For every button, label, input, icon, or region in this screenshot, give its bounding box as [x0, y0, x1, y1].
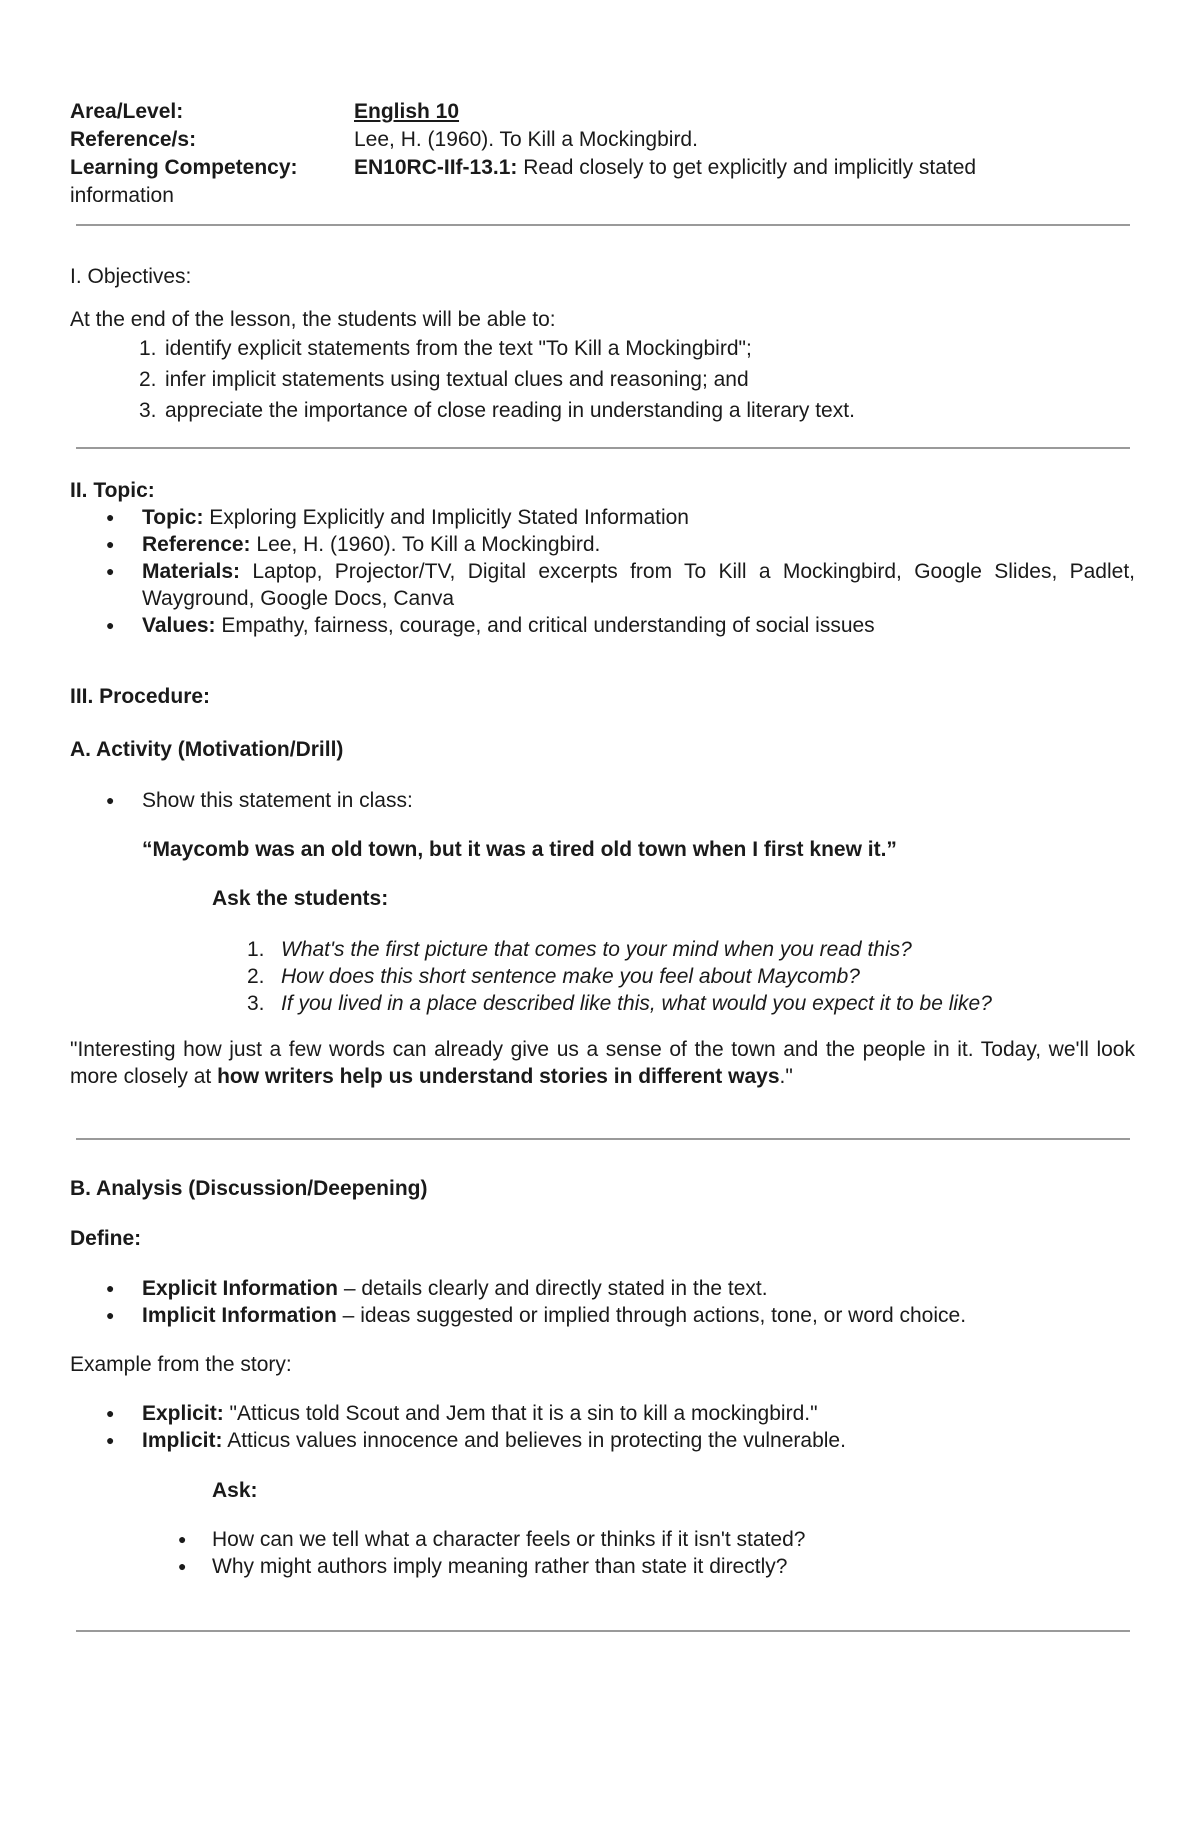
area-level-row [70, 98, 1130, 126]
reference-row [70, 126, 1130, 154]
area-level-value: English 10 [354, 100, 460, 123]
topic-item: ● Topic: Exploring Explicitly and Implicitly Stated Information [70, 504, 1135, 531]
competency-row [70, 154, 1130, 182]
competency-text: Read closely to get explicitly and implicitly stated [523, 156, 977, 179]
activity-heading: A. Activity (Motivation/Drill) [70, 738, 344, 761]
procedure-heading: III. Procedure: [70, 685, 211, 708]
analysis-section [70, 1175, 1135, 1580]
reference-label: Reference/s: [70, 128, 197, 151]
objectives-section [70, 263, 1135, 426]
example-intro: Example from the story: [70, 1353, 292, 1376]
question-item: 3. If you lived in a place described like this, what would you expect it to be like? [247, 992, 992, 1015]
divider [76, 447, 1130, 449]
divider [76, 1138, 1130, 1140]
closing-remark: "Interesting how just a few words can already give us a sense of the town and the people in it. Today, we'll look more closely at how writers help us understand stories in different ways." [70, 1038, 1135, 1088]
objectives-heading: I. Objectives: [70, 265, 192, 288]
divider [76, 224, 1130, 226]
objective-item: 3. appreciate the importance of close reading in understanding a literary text. [139, 399, 855, 422]
reference-item: ● Reference: Lee, H. (1960). To Kill a Mockingbird. [70, 531, 1135, 558]
example-item: ● Implicit: Atticus values innocence and believes in protecting the vulnerable. [70, 1427, 1135, 1454]
objective-item: 2. infer implicit statements using textual clues and reasoning; and [139, 368, 749, 391]
ask-item: ● Why might authors imply meaning rather than state it directly? [70, 1553, 1135, 1580]
definitions-list [70, 1275, 1135, 1329]
maycomb-quote: “Maycomb was an old town, but it was a tired old town when I first knew it.” [142, 838, 897, 861]
activity-questions [247, 936, 1135, 1017]
competency-value [354, 154, 976, 182]
ask-heading: Ask: [212, 1479, 258, 1502]
examples-list [70, 1400, 1135, 1454]
define-heading: Define: [70, 1227, 142, 1250]
topic-heading: II. Topic: [70, 479, 155, 502]
area-level-label: Area/Level: [70, 100, 184, 123]
lesson-header [70, 98, 1130, 210]
competency-label: Learning Competency: [70, 156, 298, 179]
objectives-list [139, 333, 1135, 426]
activity-bullet: ● Show this statement in class: [70, 787, 1135, 814]
objective-item: 1. identify explicit statements from the text "To Kill a Mockingbird"; [139, 337, 752, 360]
reference-value: Lee, H. (1960). To Kill a Mockingbird. [354, 128, 698, 151]
competency-code: EN10RC-IIf-13.1: [354, 156, 518, 179]
topic-section [70, 477, 1135, 639]
topic-list [70, 504, 1135, 639]
competency-text-cont: information [70, 184, 174, 207]
ask-item: ● How can we tell what a character feels or thinks if it isn't stated? [70, 1526, 1135, 1553]
ask-list [70, 1526, 1135, 1580]
ask-students-heading: Ask the students: [212, 887, 389, 910]
values-item: ● Values: Empathy, fairness, courage, and critical understanding of social issues [70, 612, 1135, 639]
question-item: 1. What's the first picture that comes to your mind when you read this? [247, 938, 912, 961]
procedure-section [70, 683, 1135, 1090]
question-item: 2. How does this short sentence make you feel about Maycomb? [247, 965, 860, 988]
example-item: ● Explicit: "Atticus told Scout and Jem that it is a sin to kill a mockingbird." [70, 1400, 1135, 1427]
materials-item: ● Materials: Laptop, Projector/TV, Digital excerpts from To Kill a Mockingbird, Google Slides, Padlet, Wayground, Google Docs, Canva [70, 558, 1135, 612]
objectives-intro: At the end of the lesson, the students will be able to: [70, 308, 556, 331]
divider [76, 1630, 1130, 1632]
activity-list [70, 787, 1135, 814]
definition-item: ● Implicit Information – ideas suggested or implied through actions, tone, or word choice. [70, 1302, 1135, 1329]
analysis-heading: B. Analysis (Discussion/Deepening) [70, 1177, 428, 1200]
definition-item: ● Explicit Information – details clearly and directly stated in the text. [70, 1275, 1135, 1302]
